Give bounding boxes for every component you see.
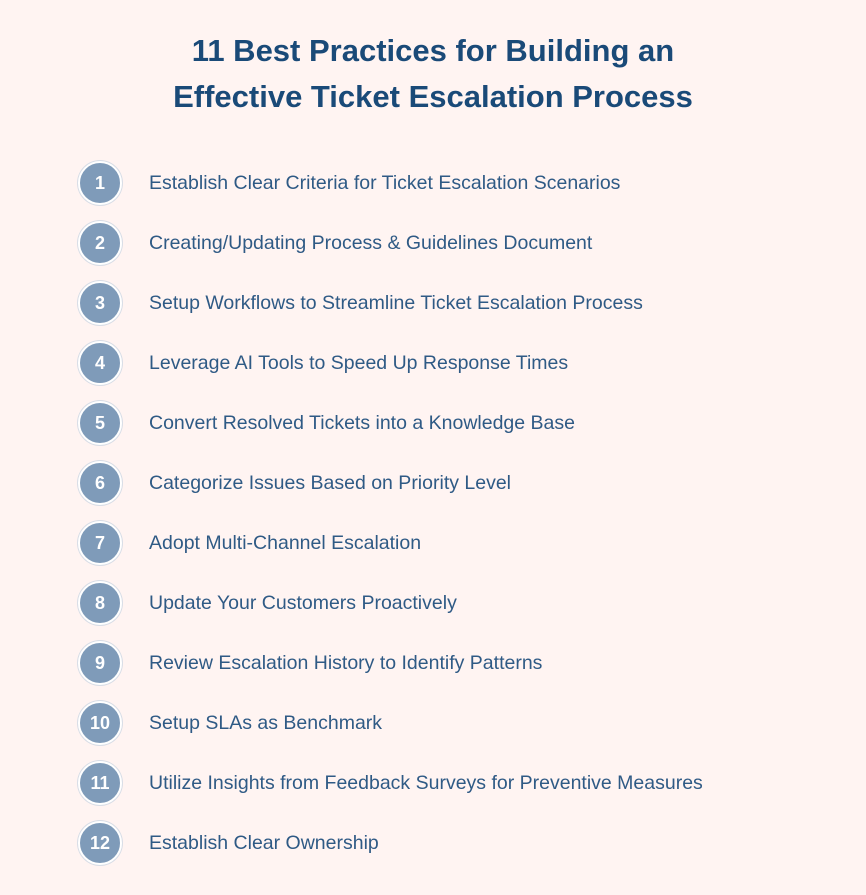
number-badge: 7 [78, 521, 122, 565]
list-item [78, 160, 703, 206]
number-badge: 5 [78, 401, 122, 445]
page-title-line-1: 11 Best Practices for Building an [191, 33, 675, 68]
number-badge: 1 [78, 161, 122, 205]
number-badge: 12 [78, 821, 122, 865]
list-item [78, 280, 703, 326]
list-item [78, 580, 703, 626]
list-item [78, 700, 703, 746]
number-badge: 4 [78, 341, 122, 385]
list-item [78, 520, 703, 566]
list-item-label: Review Escalation History to Identify Patterns [149, 651, 543, 674]
list-item-label: Update Your Customers Proactively [149, 591, 457, 614]
number-badge: 10 [78, 701, 122, 745]
list-item-label: Utilize Insights from Feedback Surveys for Preventive Measures [149, 771, 703, 794]
list-item [78, 640, 703, 686]
page-title-line-2: Effective Ticket Escalation Process [173, 79, 693, 114]
number-badge: 2 [78, 221, 122, 265]
best-practices-list [78, 160, 703, 880]
number-badge: 3 [78, 281, 122, 325]
number-badge: 6 [78, 461, 122, 505]
list-item-label: Leverage AI Tools to Speed Up Response Times [149, 351, 569, 374]
list-item [78, 760, 703, 806]
list-item-label: Creating/Updating Process & Guidelines Document [149, 231, 593, 254]
number-badge: 9 [78, 641, 122, 685]
list-item-label: Establish Clear Criteria for Ticket Escalation Scenarios [149, 171, 621, 194]
page-title [0, 28, 866, 120]
number-badge: 8 [78, 581, 122, 625]
list-item-label: Convert Resolved Tickets into a Knowledge Base [149, 411, 575, 434]
number-badge: 11 [78, 761, 122, 805]
list-item-label: Setup Workflows to Streamline Ticket Escalation Process [149, 291, 643, 314]
list-item [78, 220, 703, 266]
list-item [78, 340, 703, 386]
list-item-label: Categorize Issues Based on Priority Level [149, 471, 512, 494]
list-item-label: Adopt Multi-Channel Escalation [149, 531, 422, 554]
list-item [78, 460, 703, 506]
list-item [78, 400, 703, 446]
list-item-label: Establish Clear Ownership [149, 831, 379, 854]
list-item-label: Setup SLAs as Benchmark [149, 711, 383, 734]
list-item [78, 820, 703, 866]
